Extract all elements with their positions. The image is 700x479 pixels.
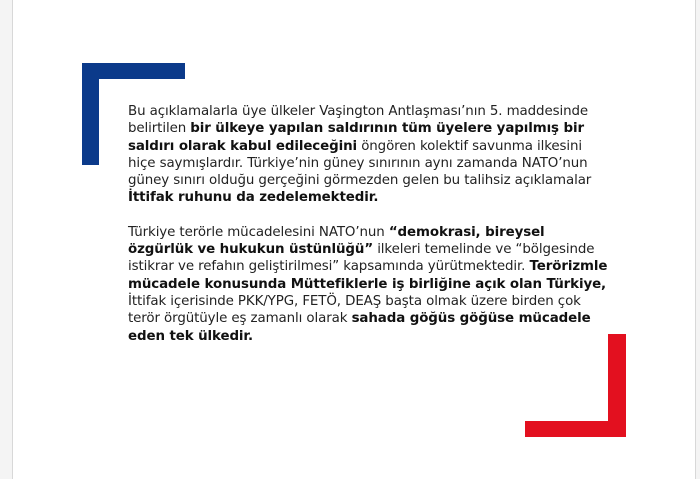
blue-corner-bracket-vertical: [82, 63, 99, 165]
p2-bold-3: sahada göğüs göğüse mücadele eden tek ülkedir.: [128, 311, 591, 344]
paragraph-1: [128, 103, 608, 207]
p1-text-1: Bu açıklamalarla üye ülkeler Vaşington Antlaşması’nın 5. maddesinde belirtilen: [128, 104, 589, 137]
statement-text: [128, 103, 608, 345]
p1-bold-1: bir ülkeye yapılan saldırının tüm üyelere yapılmış bir saldırı olarak kabul edileceğini: [128, 121, 584, 154]
p2-text-3: İttifak içerisinde PKK/YPG, FETÖ, DEAŞ başta olmak üzere birden çok terör örgütüyle eş zamanlı olarak: [128, 293, 581, 327]
p1-text-2: öngören kolektif savunma ilkesini hiçe saymışlardır. Türkiye’nin güney sınırının aynı zamanda NATO’nun güney sınırı olduğu gerçeğini görmezden gelen bu talihsiz açıklamalar: [128, 138, 592, 189]
red-corner-bracket-vertical: [608, 334, 626, 437]
p1-bold-2: İttifak ruhunu da zedelemektedir.: [128, 190, 379, 206]
p2-text-1: Türkiye terörle mücadelesini NATO’nun: [128, 224, 389, 240]
p2-text-2: ilkeleri temelinde ve “bölgesinde istikrar ve refahın geliştirilmesi” kapsamında yürütmektedir.: [128, 242, 595, 275]
p2-bold-1: “demokrasi, bireysel özgürlük ve hukukun üstünlüğü”: [128, 224, 545, 258]
p2-bold-2: Terörizmle mücadele konusunda Müttefiklerle iş birliğine açık olan Türkiye,: [128, 259, 608, 292]
paragraph-2: [128, 224, 608, 345]
